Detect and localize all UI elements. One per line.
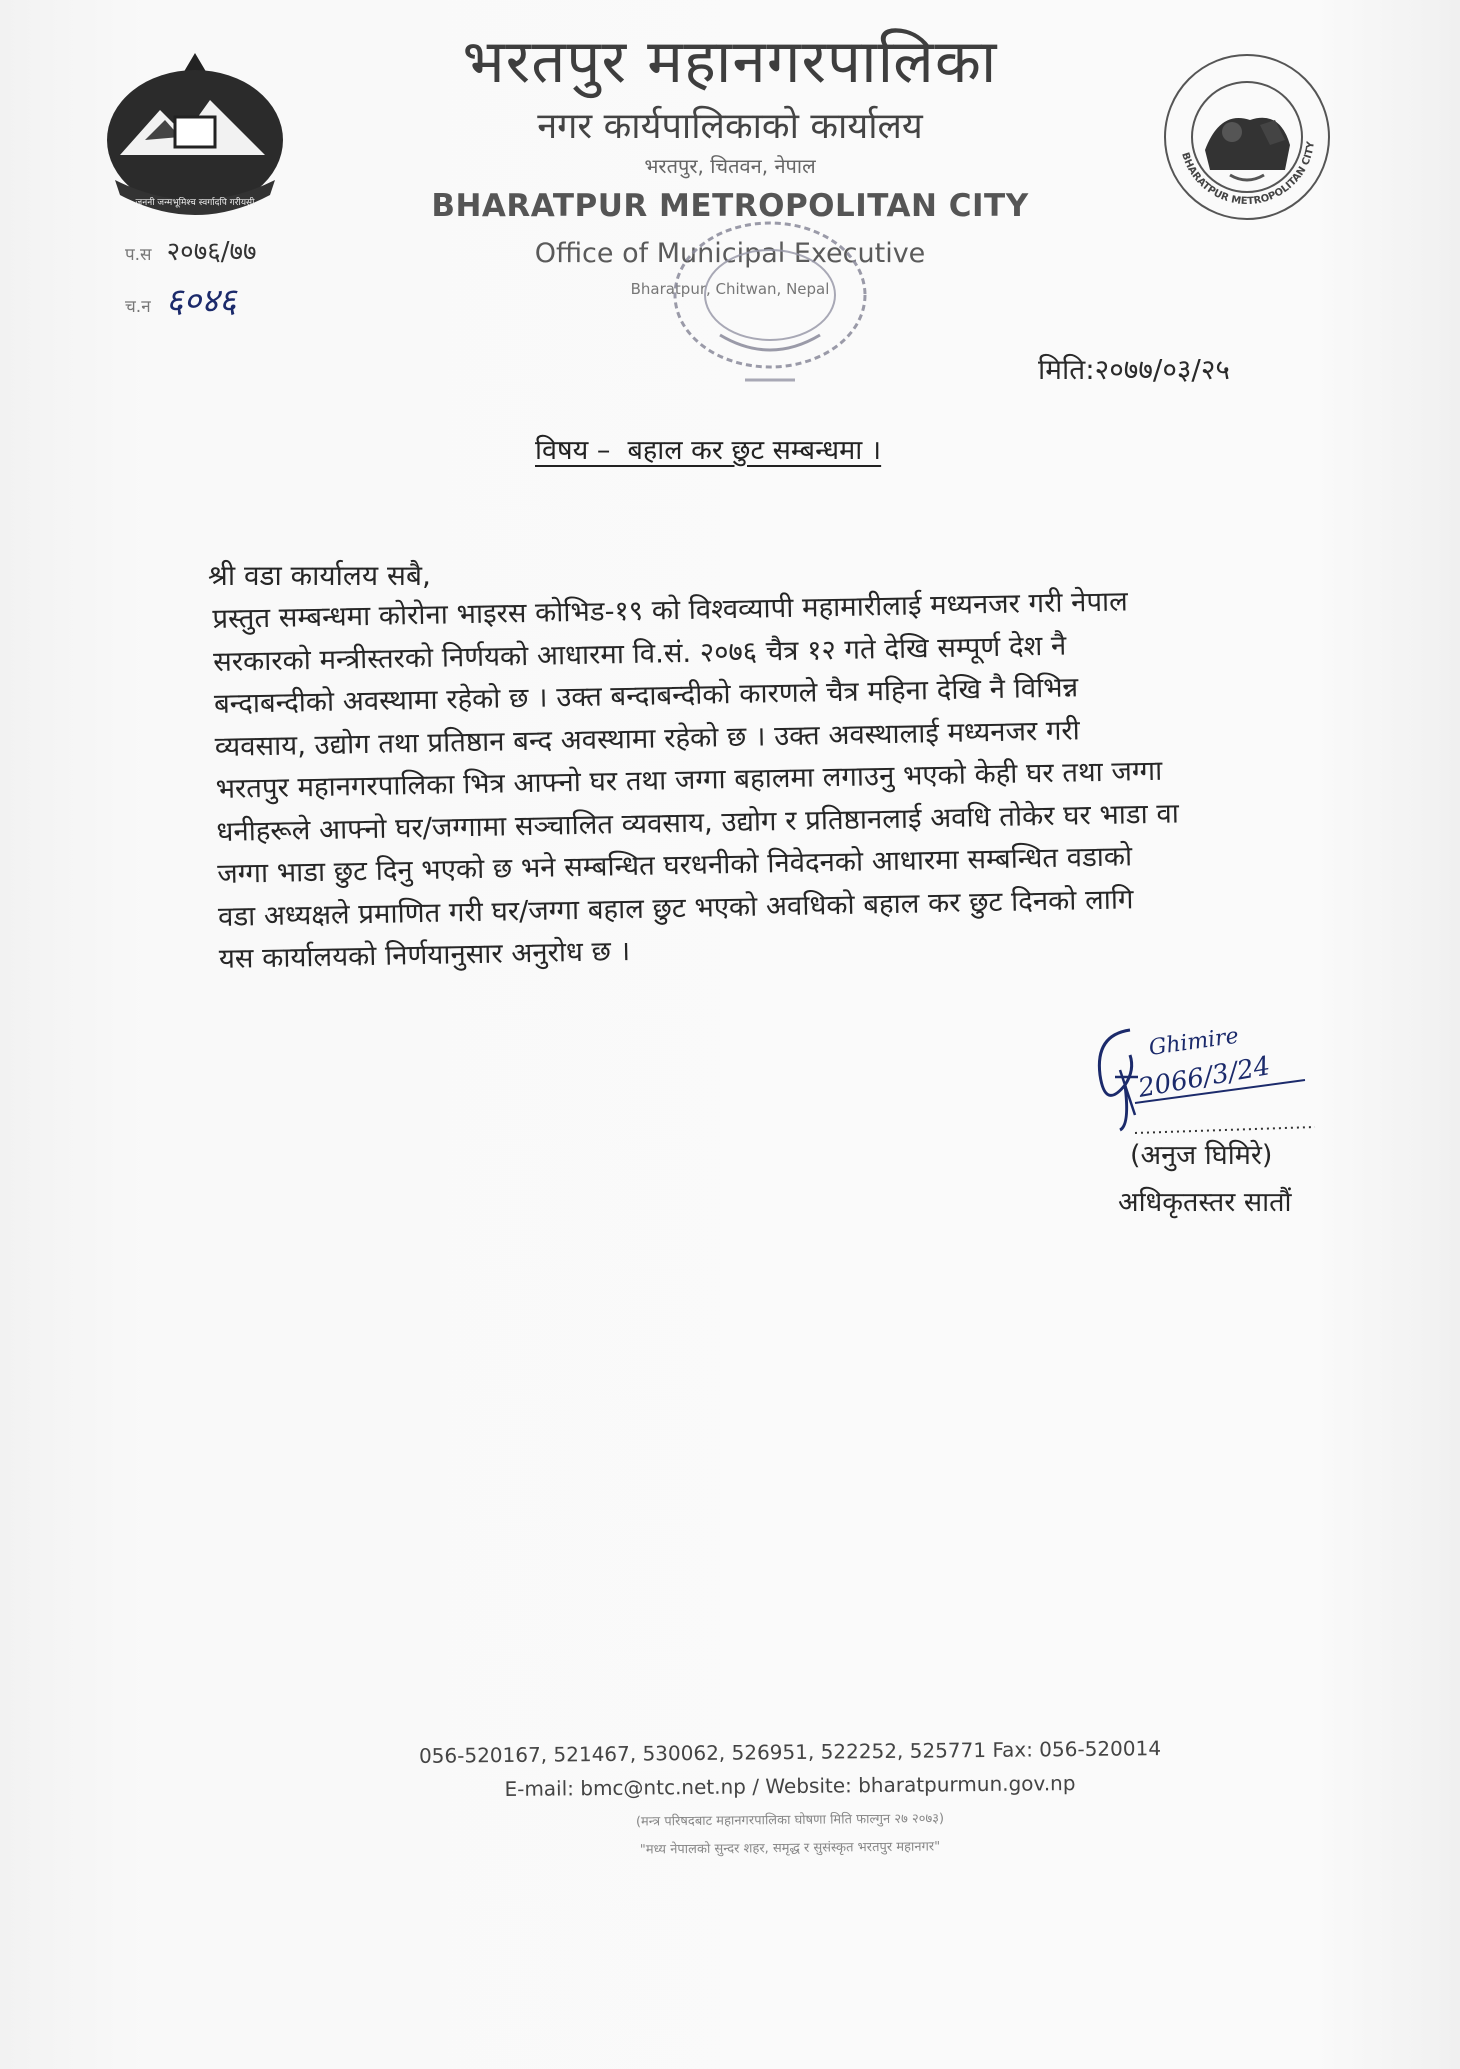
- office-stamp-icon: [660, 215, 880, 405]
- letterhead-subtitle-ne: नगर कार्यपालिकाको कार्यालय: [537, 106, 923, 147]
- seal-text: BHARATPUR METROPOLITAN CITY: [1179, 140, 1317, 208]
- reference-ps-value: २०७६/७७: [166, 237, 257, 267]
- letter-body: [212, 577, 1314, 980]
- nepal-emblem-icon: [90, 45, 300, 230]
- city-seal-icon: [1160, 50, 1335, 225]
- reference-ps-label: प.स: [125, 245, 152, 265]
- body-line: जग्गा भाडा छुट दिनु भएको छ भने सम्बन्धित घरधनीको निवेदनको आधारमा सम्बन्धित वडाको: [216, 840, 1133, 890]
- letterhead-address-ne: भरतपुर, चितवन, नेपाल: [644, 154, 816, 178]
- letter-date: मिति:२०७७/०३/२५: [1038, 353, 1230, 386]
- letter-subject: विषय – बहाल कर छुट सम्बन्धमा ।: [535, 435, 882, 466]
- reference-cn-label: च.न: [125, 297, 151, 317]
- footer-contact: E-mail: bmc@ntc.net.np / Website: bharatpurmun.gov.np: [504, 1771, 1076, 1801]
- signature-handwritten-date: 2066/3/24: [1136, 1051, 1273, 1104]
- letterhead-title-ne: भरतपुर महानगरपालिका: [462, 27, 998, 97]
- footer-motto: "मध्य नेपालको सुन्दर शहर, समृद्ध र सुसंस्कृत भरतपुर महानगर": [639, 1839, 941, 1858]
- body-line: प्रस्तुत सम्बन्धमा कोरोना भाइरस कोभिड-१९ को विश्वव्यापी महामारीलाई मध्यनजर गरी नेपाल: [212, 585, 1129, 635]
- handwritten-signature: [1090, 1015, 1340, 1140]
- body-line: भरतपुर महानगरपालिका भित्र आफ्नो घर तथा जग्गा बहालमा लगाउनु भएको केही घर तथा जग्गा: [215, 754, 1163, 805]
- body-line: बन्दाबन्दीको अवस्थामा रहेको छ । उक्त बन्दाबन्दीको कारणले चैत्र महिना देखि नै विभिन्न: [213, 671, 1079, 720]
- letter-salutation: श्री वडा कार्यालय सबै,: [208, 559, 431, 592]
- letterhead-title-en: BHARATPUR METROPOLITAN CITY: [431, 188, 1029, 224]
- reference-ps: [125, 232, 257, 268]
- body-line: सरकारको मन्त्रीस्तरको निर्णयको आधारमा वि.सं. २०७६ चैत्र १२ गते देखि सम्पूर्ण देश नै: [212, 629, 1067, 678]
- body-line: यस कार्यालयको निर्णयानुसार अनुरोध छ ।: [218, 935, 631, 975]
- reference-cn: [125, 276, 236, 322]
- body-line: वडा अध्यक्षले प्रमाणित गरी घर/जग्गा बहाल छुट भएको अवधिको बहाल कर छुट दिनको लागि: [217, 882, 1134, 933]
- signer-title: अधिकृतस्तर सातौं: [1118, 1187, 1292, 1218]
- body-line: धनीहरूले आफ्नो घर/जग्गामा सञ्चालित व्यवसाय, उद्योग र प्रतिष्ठानलाई अवधि तोकेर घर भाडा वा: [216, 796, 1180, 848]
- letterhead-subtitle-en: Office of Municipal Executive: [534, 238, 926, 269]
- body-line: व्यवसाय, उद्योग तथा प्रतिष्ठान बन्द अवस्थामा रहेको छ । उक्त अवस्थालाई मध्यनजर गरी: [214, 713, 1081, 763]
- reference-cn-value: ६०४६: [165, 281, 237, 321]
- signer-name: (अनुज घिमिरे): [1130, 1140, 1273, 1171]
- svg-text:जननी जन्मभूमिश्च स्वर्गादपि गर: जननी जन्मभूमिश्च स्वर्गादपि गरीयसी: [135, 198, 255, 208]
- footer-note: (मन्त्र परिषदबाट महानगरपालिका घोषणा मिति फाल्गुन २७ २०७३): [635, 1811, 945, 1830]
- signature-handwritten-name: Ghimire: [1147, 1023, 1241, 1061]
- footer-phones: 056-520167, 521467, 530062, 526951, 522252, 525771 Fax: 056-520014: [418, 1736, 1162, 1768]
- letterhead-address-en: Bharatpur, Chitwan, Nepal: [630, 280, 830, 298]
